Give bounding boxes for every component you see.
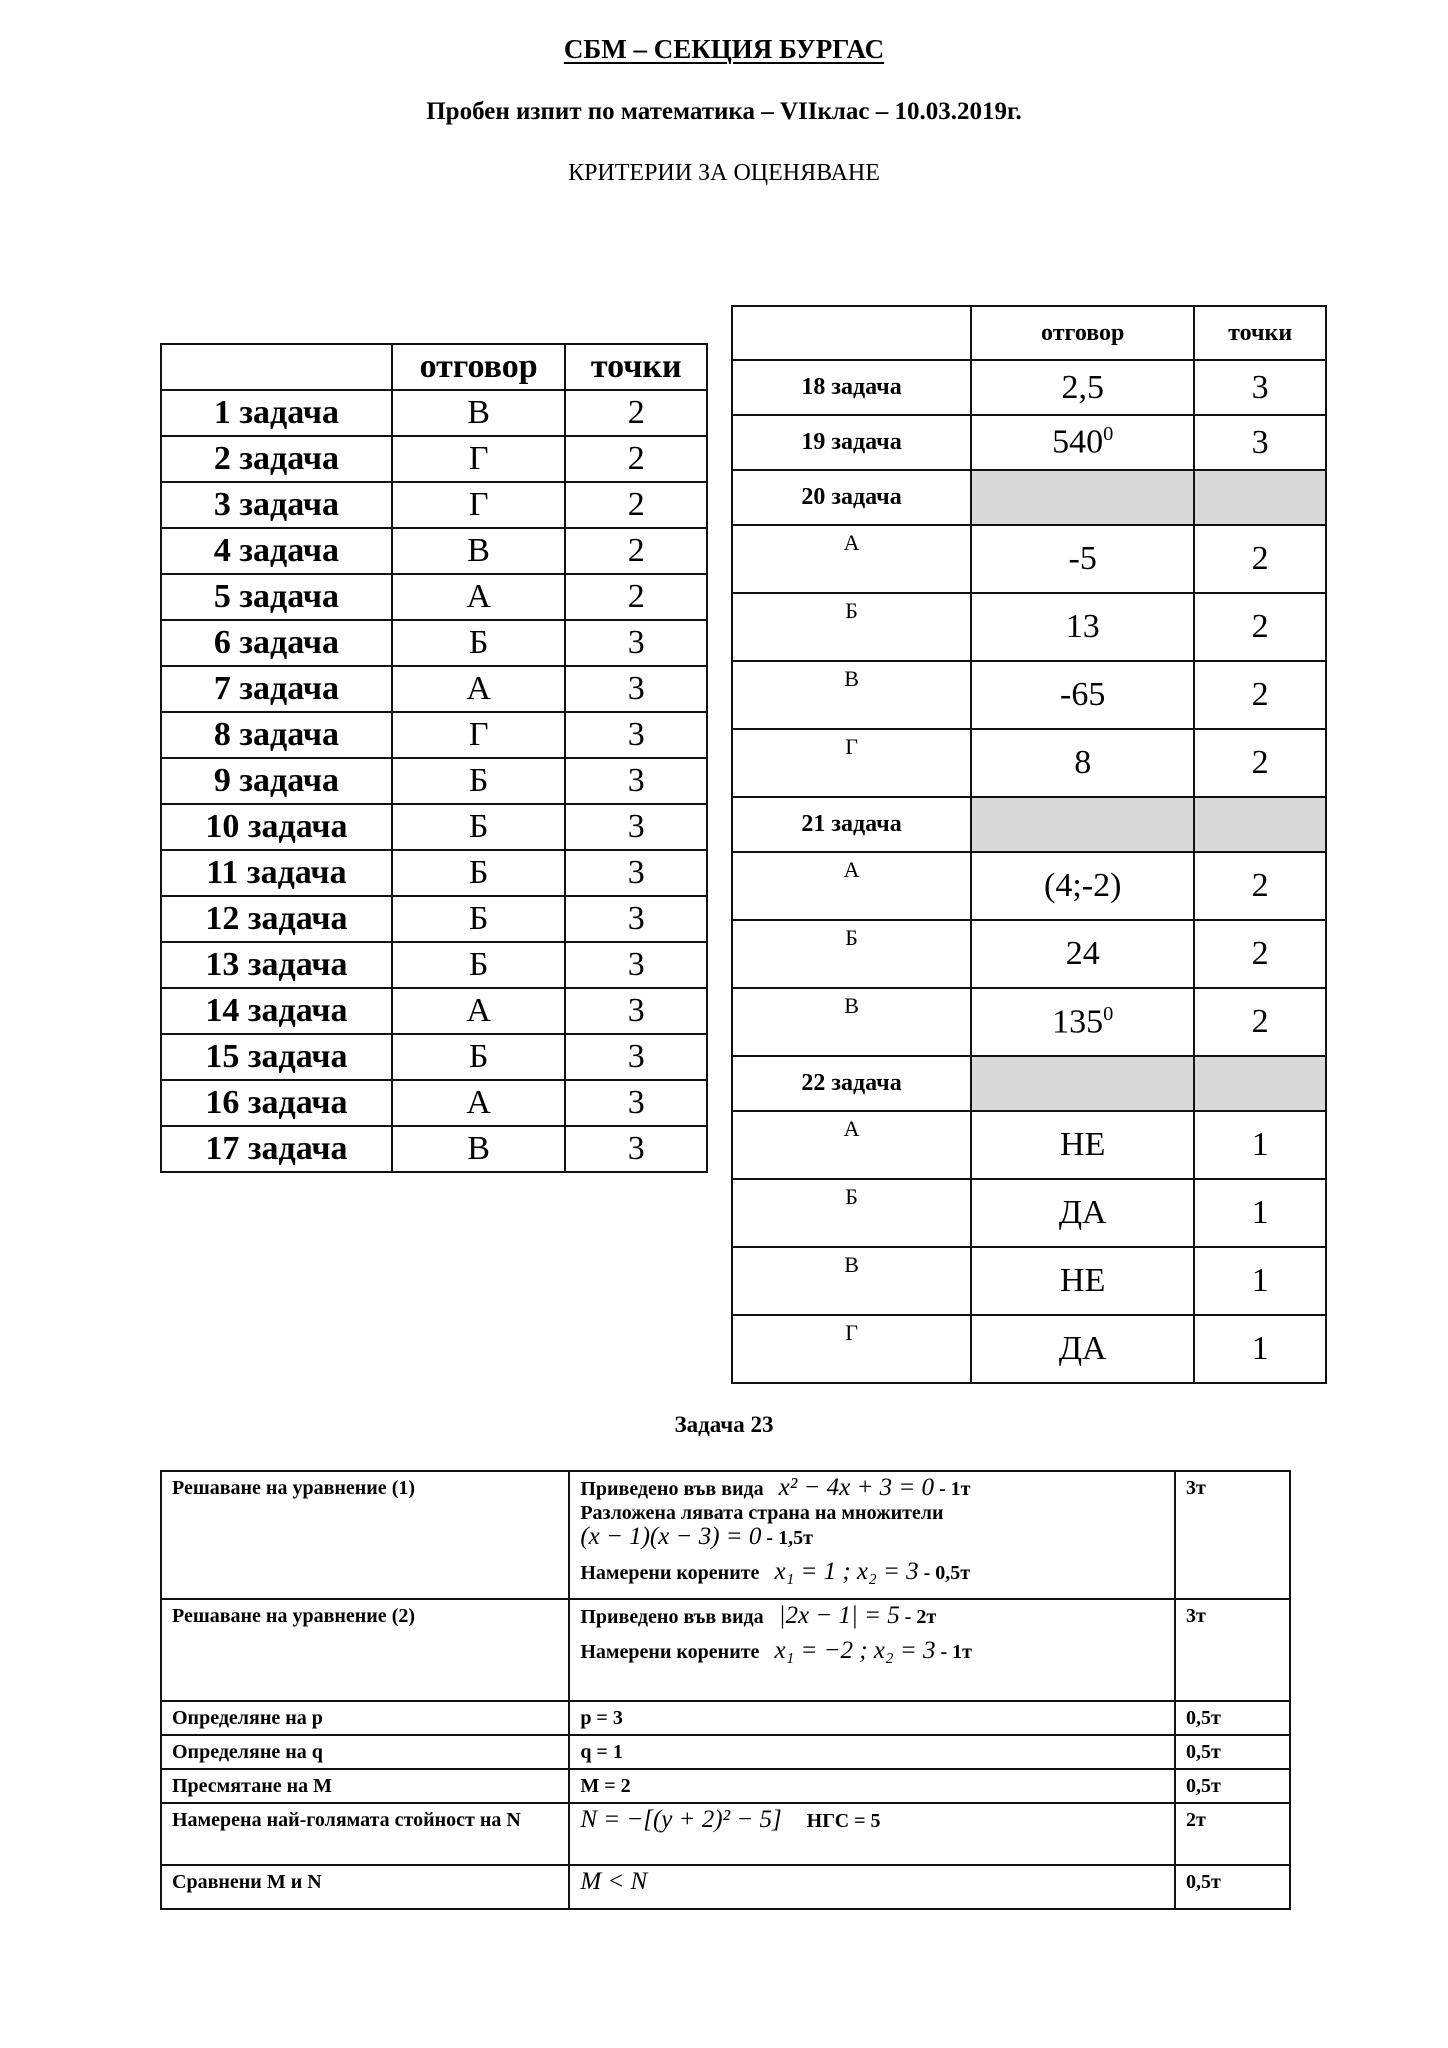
answer-value: (4;-2) [971, 852, 1194, 920]
points-value: 2 [565, 390, 707, 436]
table-row [161, 758, 707, 804]
subtask-label: Б [732, 920, 971, 988]
answer-value: А [392, 666, 566, 712]
solution-step [580, 1604, 1164, 1629]
solution-step [580, 1476, 1164, 1501]
solution-step [580, 1501, 1164, 1525]
answer-value: ДА [971, 1179, 1194, 1247]
answer-value: 540 [1052, 423, 1104, 461]
task-label: 16 задача [161, 1080, 392, 1126]
solution-text: НГС = 5 [806, 1810, 881, 1832]
step-points: - 2т [899, 1606, 937, 1628]
task-label: 8 задача [161, 712, 392, 758]
task-23-title: Задача 23 [674, 1412, 774, 1437]
criteria-row [161, 1599, 1290, 1701]
criterion-label: Сравнени M и N [161, 1865, 569, 1909]
step-formula: (x − 1)(x − 3) = 0 [580, 1523, 762, 1550]
task-label: 5 задача [161, 574, 392, 620]
task-label: 7 задача [161, 666, 392, 712]
table-row [161, 804, 707, 850]
subtask-row [732, 988, 1326, 1056]
solution-step [580, 1525, 1164, 1550]
organization-text: СБМ – СЕКЦИЯ БУРГАС [563, 34, 885, 64]
solution-text: M = 2 [580, 1775, 631, 1797]
table-row [161, 1126, 707, 1172]
points-value: 3 [565, 666, 707, 712]
answer-value: Б [392, 804, 566, 850]
table-row [161, 390, 707, 436]
answer-value: Б [392, 1034, 566, 1080]
table-row [161, 436, 707, 482]
answer-value: Б [392, 620, 566, 666]
criterion-label: Решаване на уравнение (2) [161, 1599, 569, 1701]
points-value: 0,5т [1175, 1865, 1290, 1909]
answer-value: В [392, 528, 566, 574]
solution-text: q = 1 [580, 1741, 623, 1763]
table-row [161, 574, 707, 620]
answer-value: А [392, 988, 566, 1034]
criterion-label: Определяне на q [161, 1735, 569, 1769]
criterion-label: Решаване на уравнение (1) [161, 1471, 569, 1599]
points-value: 3т [1175, 1471, 1290, 1599]
answer-value: Б [392, 758, 566, 804]
answer-value: В [392, 390, 566, 436]
shaded-cell [971, 797, 1194, 852]
points-value: 3т [1175, 1599, 1290, 1701]
table-row [161, 850, 707, 896]
step-points: - 1,5т [761, 1527, 813, 1549]
table-row [161, 482, 707, 528]
shaded-cell [1194, 1056, 1326, 1111]
task-label: 6 задача [161, 620, 392, 666]
criteria-row [161, 1769, 1290, 1803]
task-label: 4 задача [161, 528, 392, 574]
task-row [732, 415, 1326, 470]
points-value: 3 [1194, 415, 1326, 470]
task-23-criteria-table [160, 1470, 1291, 1910]
task-label: 20 задача [732, 470, 971, 525]
solution-cell [569, 1865, 1175, 1909]
header-empty [161, 344, 392, 390]
subtask-row [732, 1111, 1326, 1179]
task-label: 11 задача [161, 850, 392, 896]
criteria-row [161, 1735, 1290, 1769]
answer-value: А [392, 574, 566, 620]
points-value: 1 [1194, 1247, 1326, 1315]
table-row [161, 988, 707, 1034]
solution-formula: M < N [580, 1868, 648, 1895]
answer-value: Б [392, 942, 566, 988]
subtask-row [732, 593, 1326, 661]
table-row [161, 942, 707, 988]
subtask-label: В [732, 661, 971, 729]
answer-value: В [392, 1126, 566, 1172]
answer-value: А [392, 1080, 566, 1126]
points-value: 3 [565, 1080, 707, 1126]
task-label: 19 задача [732, 415, 971, 470]
points-value: 2 [1194, 525, 1326, 593]
points-value: 2 [1194, 593, 1326, 661]
points-value: 3 [565, 712, 707, 758]
subtask-row [732, 729, 1326, 797]
task-label: 18 задача [732, 360, 971, 415]
task-row [732, 360, 1326, 415]
answer-value: -5 [971, 525, 1194, 593]
answer-value: 135 [1052, 1003, 1104, 1041]
points-value: 3 [565, 988, 707, 1034]
solution-cell [569, 1803, 1175, 1865]
task-label: 14 задача [161, 988, 392, 1034]
answer-value: Г [392, 482, 566, 528]
degree-superscript: 0 [1103, 1002, 1114, 1025]
points-value: 0,5т [1175, 1769, 1290, 1803]
header-points: точки [565, 344, 707, 390]
subtask-row [732, 1315, 1326, 1383]
solution-formula: N = −[(y + 2)² − 5] [580, 1806, 782, 1833]
table-row [161, 666, 707, 712]
table-header-row [161, 344, 707, 390]
points-value: 1 [1194, 1111, 1326, 1179]
criteria-row [161, 1865, 1290, 1909]
step-formula: x² − 4x + 3 = 0 [778, 1474, 934, 1501]
shaded-cell [1194, 797, 1326, 852]
subtask-row [732, 920, 1326, 988]
degree-superscript: 0 [1103, 423, 1114, 446]
points-value: 3 [565, 1126, 707, 1172]
criteria-row [161, 1701, 1290, 1735]
step-points: - 1т [935, 1641, 972, 1663]
table-row [161, 896, 707, 942]
task-label: 1 задача [161, 390, 392, 436]
points-value: 2 [565, 436, 707, 482]
subtask-label: В [732, 988, 971, 1056]
step-text: Разложена лявата страна на множители [580, 1502, 944, 1524]
subtask-row [732, 661, 1326, 729]
task-label: 12 задача [161, 896, 392, 942]
subtask-label: А [732, 852, 971, 920]
table-header-row [732, 306, 1326, 360]
subtask-row [732, 852, 1326, 920]
points-value: 0,5т [1175, 1701, 1290, 1735]
task-group-row [732, 797, 1326, 852]
step-text: Приведено във вида [580, 1478, 764, 1500]
subtask-row [732, 525, 1326, 593]
exam-title: Пробен изпит по математика – VIIклас – 10.03.2019г. [426, 98, 1022, 125]
task-label: 10 задача [161, 804, 392, 850]
solution-text: p = 3 [580, 1707, 623, 1729]
points-value: 3 [565, 942, 707, 988]
answers-table-18-22 [731, 305, 1327, 1384]
subtask-label: А [732, 525, 971, 593]
solution-cell [569, 1599, 1175, 1701]
points-value: 3 [565, 1034, 707, 1080]
step-formula: x₁ = 1 ; x₂ = 3 [774, 1558, 919, 1585]
table-row [161, 1034, 707, 1080]
task-label: 21 задача [732, 797, 971, 852]
subtask-label: Б [732, 1179, 971, 1247]
criterion-label: Определяне на p [161, 1701, 569, 1735]
answer-value: ДА [971, 1315, 1194, 1383]
answer-value: -65 [971, 661, 1194, 729]
step-text: Намерени корените [580, 1641, 760, 1663]
points-value: 2 [565, 482, 707, 528]
table-row [161, 1080, 707, 1126]
step-text: Намерени корените [580, 1562, 760, 1584]
criteria-row [161, 1803, 1290, 1865]
step-points: - 0,5т [918, 1562, 971, 1584]
header-answer: отговор [971, 306, 1194, 360]
points-value: 3 [565, 850, 707, 896]
solution-cell [569, 1471, 1175, 1599]
subtask-row [732, 1179, 1326, 1247]
subtask-label: Г [732, 729, 971, 797]
table-row [161, 712, 707, 758]
task-label: 2 задача [161, 436, 392, 482]
table-row [161, 528, 707, 574]
points-value: 2 [1194, 920, 1326, 988]
organization-title [0, 34, 1448, 65]
task-label: 9 задача [161, 758, 392, 804]
solution-cell [569, 1701, 1175, 1735]
criterion-label: Намерена най-голямата стойност на N [161, 1803, 569, 1865]
answer-cell [971, 415, 1194, 470]
answer-value: НЕ [971, 1111, 1194, 1179]
task-label: 17 задача [161, 1126, 392, 1172]
subtask-row [732, 1247, 1326, 1315]
task-label: 3 задача [161, 482, 392, 528]
points-value: 2 [1194, 661, 1326, 729]
shaded-cell [971, 470, 1194, 525]
points-value: 1 [1194, 1179, 1326, 1247]
step-text: Приведено във вида [580, 1606, 764, 1628]
points-value: 0,5т [1175, 1735, 1290, 1769]
points-value: 3 [565, 620, 707, 666]
shaded-cell [1194, 470, 1326, 525]
answer-value: 2,5 [971, 360, 1194, 415]
answers-table-1-17 [160, 343, 708, 1173]
answer-value: 24 [971, 920, 1194, 988]
answer-value: 13 [971, 593, 1194, 661]
points-value: 1 [1194, 1315, 1326, 1383]
points-value: 2 [1194, 988, 1326, 1056]
header-points: точки [1194, 306, 1326, 360]
answer-value: Б [392, 850, 566, 896]
step-formula: |2x − 1| = 5 [778, 1602, 900, 1629]
subtask-label: В [732, 1247, 971, 1315]
points-value: 3 [565, 758, 707, 804]
solution-step [580, 1639, 1164, 1664]
criteria-row [161, 1471, 1290, 1599]
points-value: 3 [565, 896, 707, 942]
answer-value: Б [392, 896, 566, 942]
points-value: 2 [565, 528, 707, 574]
points-value: 3 [565, 804, 707, 850]
shaded-cell [971, 1056, 1194, 1111]
criterion-label: Пресмятане на M [161, 1769, 569, 1803]
points-value: 2 [565, 574, 707, 620]
task-group-row [732, 470, 1326, 525]
answer-value: Г [392, 436, 566, 482]
step-formula: x₁ = −2 ; x₂ = 3 [774, 1637, 936, 1664]
header-empty [732, 306, 971, 360]
points-value: 2 [1194, 852, 1326, 920]
subtask-label: А [732, 1111, 971, 1179]
subtask-label: Б [732, 593, 971, 661]
task-group-row [732, 1056, 1326, 1111]
task-label: 22 задача [732, 1056, 971, 1111]
answer-cell [971, 988, 1194, 1056]
solution-step [580, 1560, 1164, 1585]
points-value: 2 [1194, 729, 1326, 797]
answer-value: 8 [971, 729, 1194, 797]
table-row [161, 620, 707, 666]
header-answer: отговор [392, 344, 566, 390]
step-points: - 1т [933, 1478, 971, 1500]
task-label: 13 задача [161, 942, 392, 988]
criteria-subtitle: КРИТЕРИИ ЗА ОЦЕНЯВАНЕ [568, 160, 880, 186]
subtask-label: Г [732, 1315, 971, 1383]
task-label: 15 задача [161, 1034, 392, 1080]
answer-value: Г [392, 712, 566, 758]
solution-cell [569, 1769, 1175, 1803]
solution-cell [569, 1735, 1175, 1769]
points-value: 2т [1175, 1803, 1290, 1865]
points-value: 3 [1194, 360, 1326, 415]
answer-value: НЕ [971, 1247, 1194, 1315]
